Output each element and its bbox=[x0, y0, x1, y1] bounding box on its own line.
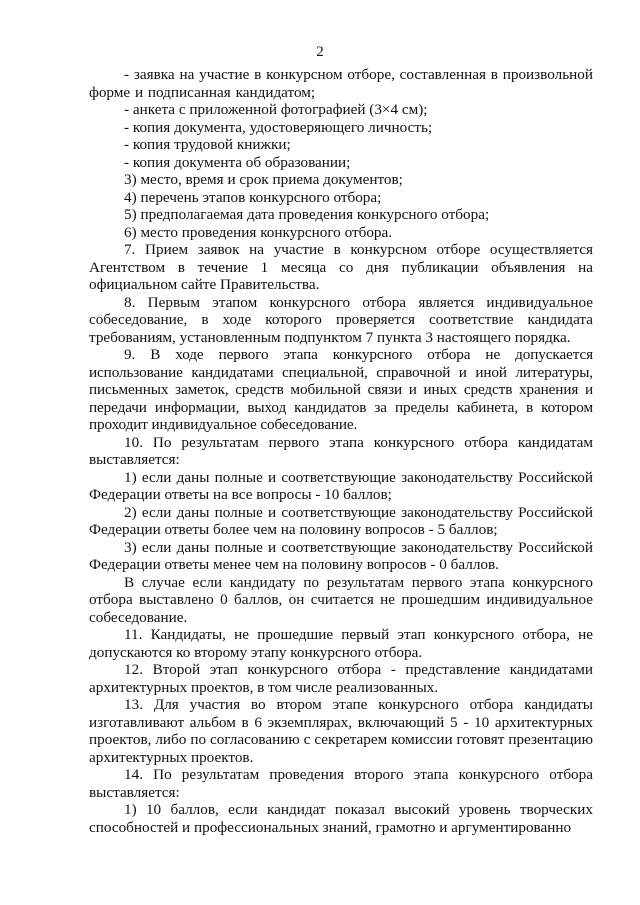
paragraph-item-6: 6) место проведения конкурсного отбора. bbox=[124, 223, 393, 241]
paragraph-clause-9: 9. В ходе первого этапа конкурсного отбора не допускается использование кандидатами специальной, справочной и иной литературы, письменных заметок, средств мобильной связи и иных средств хранения и передачи информации, выход кандидатов за пределы кабинета, в котором проходит индивидуальное собеседование. bbox=[89, 346, 593, 433]
paragraph-clause-7: 7. Прием заявок на участие в конкурсном отборе осуществляется Агентством в течение 1 месяца со дня публикации объявления на официальном сайте Правительства. bbox=[89, 241, 593, 293]
paragraph-workbook-copy: - копия трудовой книжки; bbox=[124, 136, 291, 153]
paragraph-clause-8: 8. Первым этапом конкурсного отбора является индивидуальное собеседование, в ходе которого проверяется соответствие кандидата требованиям, установленным подпунктом 7 пункта 3 настоящего порядка. bbox=[89, 293, 593, 346]
paragraph-item-5: 5) предполагаемая дата проведения конкурсного отбора; bbox=[124, 206, 490, 223]
paragraph-stage-2-score-10: 1) 10 баллов, если кандидат показал высокий уровень творческих способностей и профессиональных знаний, грамотно и аргументированно bbox=[89, 801, 593, 836]
paragraph-score-0: 3) если даны полные и соответствующие законодательству Российской Федерации ответы менее чем на половину вопросов - 0 баллов. bbox=[89, 538, 593, 573]
paragraph-item-4: 4) перечень этапов конкурсного отбора; bbox=[124, 188, 382, 206]
paragraph-id-copy: - копия документа, удостоверяющего личность; bbox=[124, 118, 433, 136]
paragraph-clause-14: 14. По результатам проведения второго этапа конкурсного отбора выставляется: bbox=[89, 766, 593, 801]
paragraph-clause-11: 11. Кандидаты, не прошедшие первый этап конкурсного отбора, не допускаются ко второму этапу конкурсного отбора. bbox=[89, 626, 593, 661]
paragraph-item-3: 3) место, время и срок приема документов; bbox=[124, 171, 403, 188]
paragraph-education-copy: - копия документа об образовании; bbox=[124, 153, 351, 171]
paragraph-score-10: 1) если даны полные и соответствующие законодательству Российской Федерации ответы на все вопросы - 10 баллов; bbox=[89, 468, 593, 503]
paragraph-clause-13: 13. Для участия во втором этапе конкурсного отбора кандидаты изготавливают альбом в 6 экземплярах, включающий 5 - 10 архитектурных проектов, либо по согласованию с секретарем комиссии готовят презентацию архитектурных проектов. bbox=[89, 696, 593, 766]
paragraph-zero-score-note: В случае если кандидату по результатам первого этапа конкурсного отбора выставлено 0 баллов, он считается не прошедшим индивидуальное собеседование. bbox=[89, 573, 593, 626]
paragraph-application: - заявка на участие в конкурсном отборе, составленная в произвольной форме и подписанная кандидатом; bbox=[89, 66, 593, 101]
page-number: 2 bbox=[316, 44, 324, 60]
document-body bbox=[89, 66, 593, 836]
paragraph-score-5: 2) если даны полные и соответствующие законодательству Российской Федерации ответы более чем на половину вопросов - 5 баллов; bbox=[89, 503, 593, 538]
paragraph-clause-10: 10. По результатам первого этапа конкурсного отбора кандидатам выставляется: bbox=[89, 433, 593, 468]
paragraph-questionnaire: - анкета с приложенной фотографией (3×4 см); bbox=[124, 101, 428, 118]
paragraph-clause-12: 12. Второй этап конкурсного отбора - представление кандидатами архитектурных проектов, в том числе реализованных. bbox=[89, 661, 593, 696]
